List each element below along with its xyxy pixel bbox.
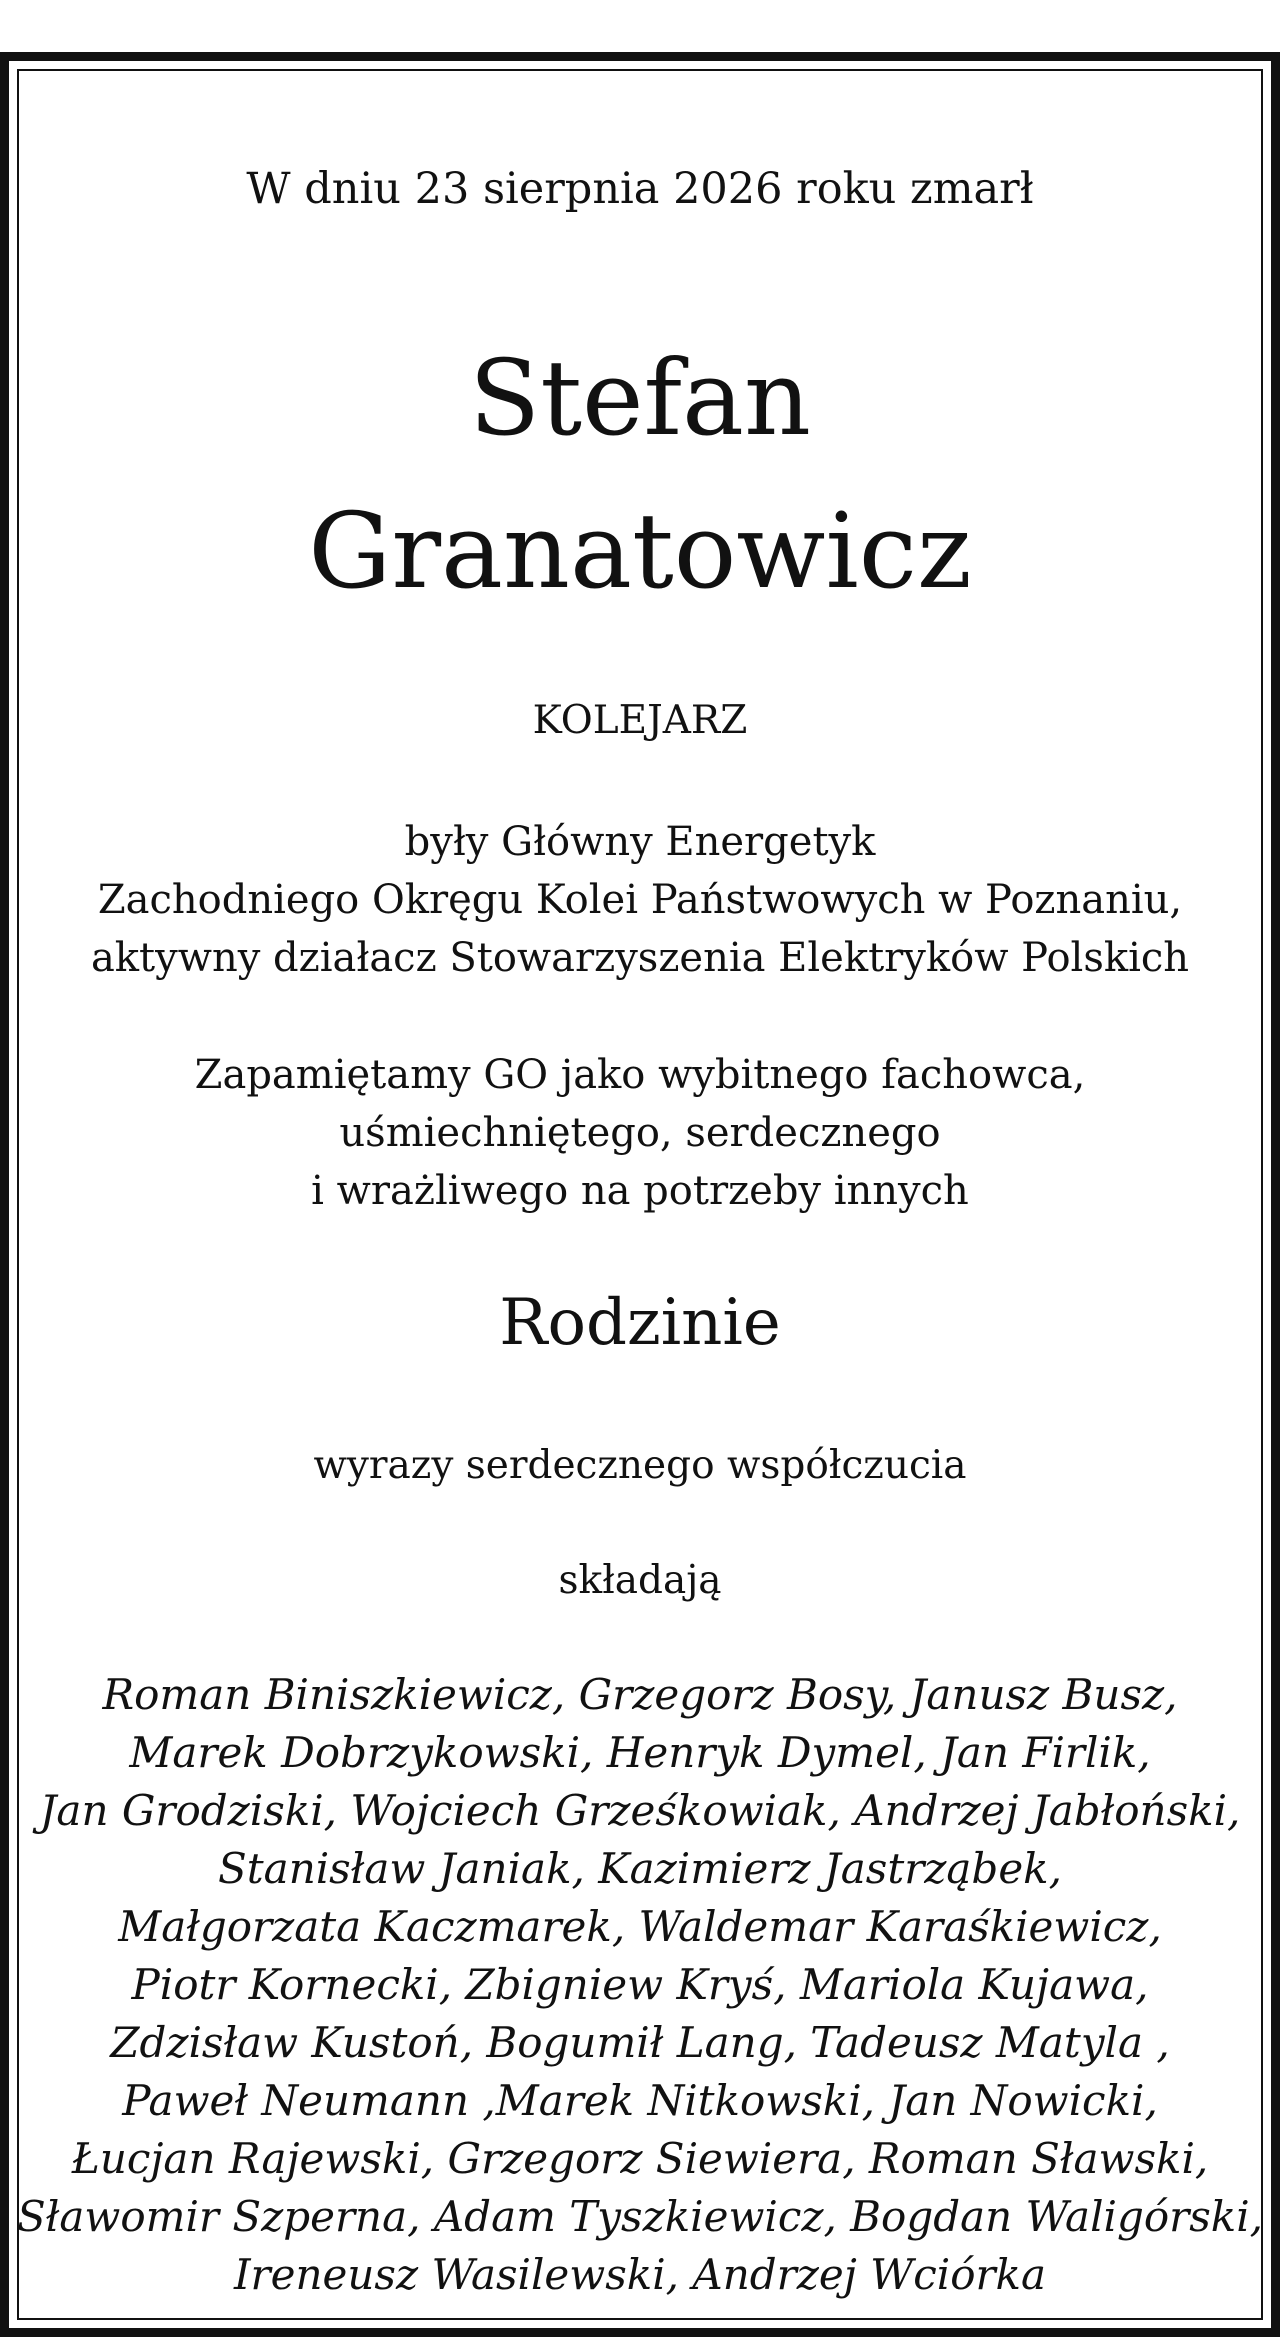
condolences-text: wyrazy serdecznego współczucia [313,1443,967,1488]
family-heading: Rodzinie [499,1286,781,1360]
signatory-line: Piotr Kornecki, Zbigniew Kryś, Mariola Kujawa, [131,1960,1149,2009]
description-line: Zachodniego Okręgu Kolei Państwowych w Poznaniu, [97,877,1183,923]
description-line: aktywny działacz Stowarzyszenia Elektryków Polskich [90,935,1190,981]
death-announcement: W dniu 23 sierpnia 2026 roku zmarł [246,164,1034,214]
signatory-line: Ireneusz Wasilewski, Andrzej Wciórka [233,2250,1047,2299]
memory-statement [9,1046,1271,1220]
obituary-border-outer [0,52,1280,2337]
memory-line: i wrażliwego na potrzeby innych [311,1168,969,1214]
description-line: były Główny Energetyk [404,819,876,865]
signatory-line: Zdzisław Kustoń, Bogumił Lang, Tadeusz Matyla , [110,2018,1170,2067]
memory-line: uśmiechniętego, serdecznego [339,1110,941,1156]
signatory-line: Sławomir Szperna, Adam Tyszkiewicz, Bogdan Waligórski, [16,2192,1263,2241]
signatory-line: Roman Biniszkiewicz, Grzegorz Bosy, Janusz Busz, [102,1670,1178,1719]
signatory-line: Stanisław Janiak, Kazimierz Jastrząbek, [218,1844,1062,1893]
deceased-first-name: Stefan [468,337,812,459]
signatory-line: Jan Grodziski, Wojciech Grześkowiak, Andrzej Jabłoński, [39,1786,1241,1835]
signatory-line: Paweł Neumann ,Marek Nitkowski, Jan Nowicki, [122,2076,1158,2125]
occupation: KOLEJARZ [532,698,748,743]
deceased-last-name: Granatowicz [308,490,972,612]
signatory-line: Marek Dobrzykowski, Henryk Dymel, Jan Firlik, [129,1728,1151,1777]
biography-description [9,813,1271,987]
signatories-list [9,1666,1271,2304]
signatory-line: Łucjan Rajewski, Grzegorz Siewiera, Roman Sławski, [71,2134,1209,2183]
signed-by-text: składają [558,1558,722,1603]
signatory-line: Małgorzata Kaczmarek, Waldemar Karaśkiewicz, [118,1902,1162,1951]
memory-line: Zapamiętamy GO jako wybitnego fachowca, [194,1052,1086,1098]
